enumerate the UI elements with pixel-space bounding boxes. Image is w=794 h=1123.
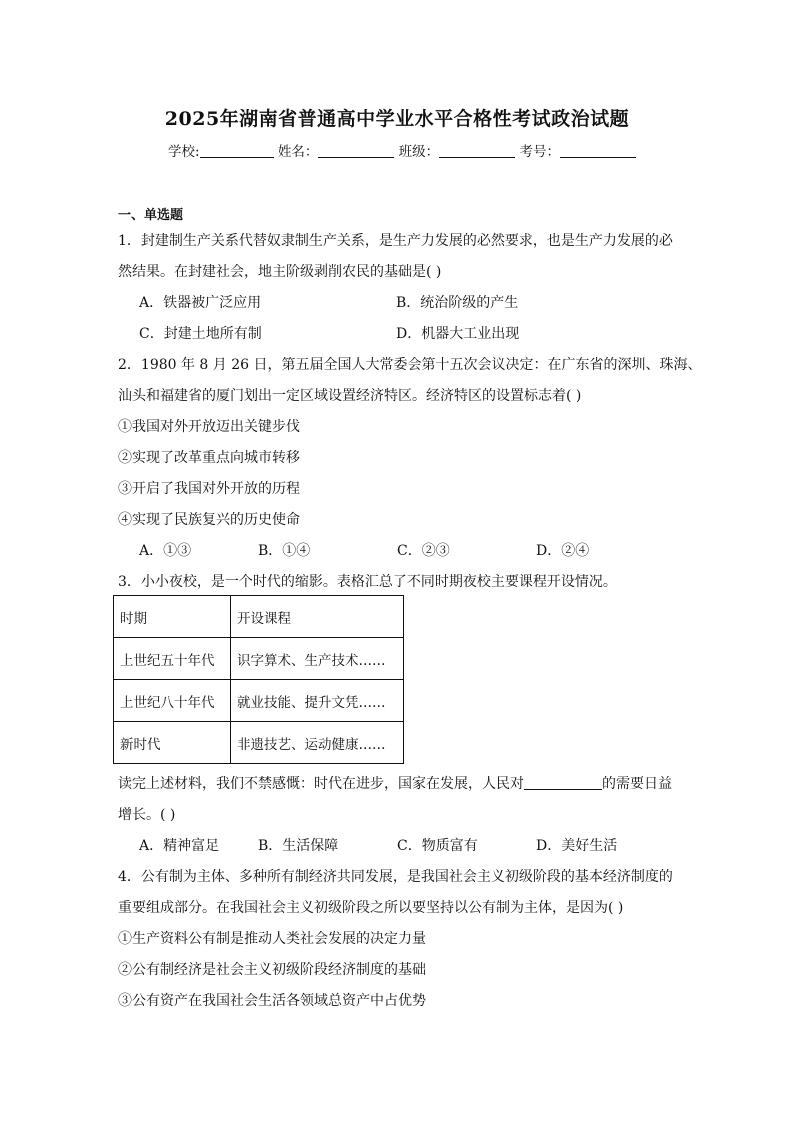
q1-option-d[interactable]: D．机器大工业出现 (396, 326, 520, 342)
q3-option-d[interactable]: D．美好生活 (536, 838, 618, 854)
q3-option-c[interactable]: C．物质富有 (397, 838, 478, 854)
q3-stem-line2-part2: 的需要日益 (602, 776, 672, 792)
table-cell-period: 上世纪八十年代 (114, 680, 231, 722)
q2-option-a[interactable]: A．①③ (139, 543, 192, 559)
q2-option-d[interactable]: D．②④ (536, 543, 590, 559)
student-info-line (168, 140, 636, 160)
table-header-courses: 开设课程 (231, 596, 404, 638)
table-cell-period: 上世纪五十年代 (114, 638, 231, 680)
q1-option-b[interactable]: B．统治阶级的产生 (396, 295, 519, 311)
id-blank[interactable] (560, 143, 636, 158)
q3-option-a[interactable]: A．精神富足 (139, 838, 220, 854)
q3-stem-line2-part1: 读完上述材料，我们不禁感慨：时代在进步，国家在发展，人民对 (118, 776, 524, 792)
table-row (114, 680, 404, 722)
class-label: 班级： (398, 144, 440, 160)
class-blank[interactable] (439, 143, 515, 158)
q1-stem-line1: 1．封建制生产关系代替奴隶制生产关系，是生产力发展的必然要求，也是生产力发展的必 (118, 233, 673, 249)
name-blank[interactable] (318, 143, 394, 158)
q3-stem-line3: 增长。( ) (118, 807, 176, 823)
table-header-period: 时期 (114, 596, 231, 638)
q4-stem-line2: 重要组成部分。在我国社会主义初级阶段之所以要坚持以公有制为主体，是因为( ) (118, 900, 624, 916)
table-row (114, 722, 404, 764)
id-label: 考号： (519, 144, 560, 160)
night-school-table (113, 595, 404, 764)
q2-item-3: ③开启了我国对外开放的历程 (118, 481, 300, 497)
q3-answer-blank[interactable] (524, 775, 602, 790)
q4-item-2: ②公有制经济是社会主义初级阶段经济制度的基础 (118, 962, 426, 978)
q2-option-b[interactable]: B．①④ (258, 543, 311, 559)
table-cell-period: 新时代 (114, 722, 231, 764)
section-heading: 一、单选题 (118, 208, 184, 223)
q1-stem-line2: 然结果。在封建社会，地主阶级剥削农民的基础是( ) (118, 264, 442, 280)
q2-item-4: ④实现了民族复兴的历史使命 (118, 512, 300, 528)
school-label: 学校: (168, 144, 200, 160)
q2-stem-line1: 2．1980 年 8 月 26 日，第五届全国人大常委会第十五次会议决定：在广东省的深圳、珠海、 (118, 357, 702, 373)
q4-stem-line1: 4．公有制为主体、多种所有制经济共同发展，是我国社会主义初级阶段的基本经济制度的 (118, 869, 673, 885)
q1-option-c[interactable]: C．封建土地所有制 (139, 326, 262, 342)
table-cell-courses: 识字算术、生产技术…… (231, 638, 404, 680)
q4-item-3: ③公有资产在我国社会生活各领域总资产中占优势 (118, 993, 426, 1009)
q1-option-a[interactable]: A．铁器被广泛应用 (139, 295, 262, 311)
name-label: 姓名： (277, 144, 319, 160)
table-header-row (114, 596, 404, 638)
q4-item-1: ①生产资料公有制是推动人类社会发展的决定力量 (118, 931, 426, 947)
q3-option-b[interactable]: B．生活保障 (258, 838, 339, 854)
q3-stem-line2 (118, 773, 672, 793)
school-blank[interactable] (200, 143, 274, 158)
table-cell-courses: 非遗技艺、运动健康…… (231, 722, 404, 764)
q3-stem-line1: 3．小小夜校，是一个时代的缩影。表格汇总了不同时期夜校主要课程开设情况。 (118, 574, 617, 590)
exam-title: 2025年湖南省普通高中学业水平合格性考试政治试题 (164, 108, 630, 130)
q2-option-c[interactable]: C．②③ (397, 543, 450, 559)
q2-stem-line2: 汕头和福建省的厦门划出一定区域设置经济特区。经济特区的设置标志着( ) (118, 388, 582, 404)
table-row (114, 638, 404, 680)
table-cell-courses: 就业技能、提升文凭…… (231, 680, 404, 722)
q2-item-2: ②实现了改革重点向城市转移 (118, 450, 300, 466)
q2-item-1: ①我国对外开放迈出关键步伐 (118, 419, 300, 435)
